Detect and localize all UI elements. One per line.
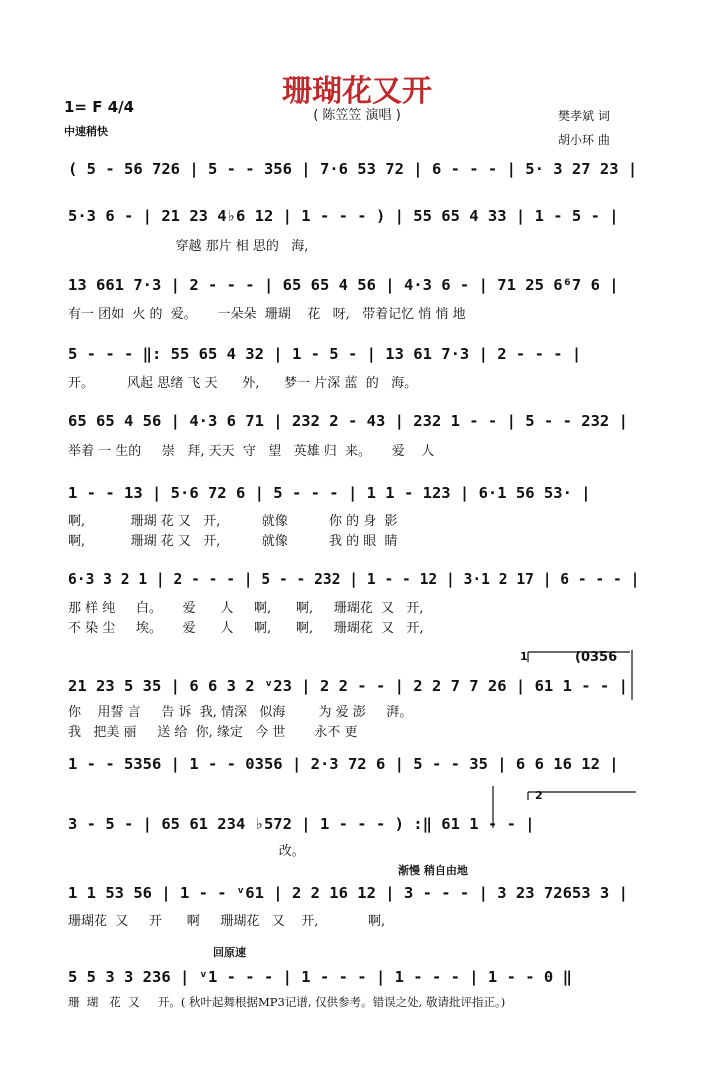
lyric-line-7b: 不 染 尘 埃。 爱 人 啊, 啊, 珊瑚花 又 开, — [68, 621, 424, 636]
song-title: 珊瑚花又开 — [282, 74, 432, 109]
lyric-line-8b: 我 把美 丽 送 给 你, 缘定 今 世 永不 更 — [68, 725, 358, 740]
lyric-line-2a: 穿越 那片 相 思的 海, — [68, 239, 309, 254]
notation-line-10: 3 - 5 - | 65 61 234 ♭572 | 1 - - - ) :‖ 61 1 - - | — [68, 815, 535, 833]
notation-line-7: 6·3 3 2 1 | 2 - - - | 5 - - 232 | 1 - - 12 | 3·1 2 17 | 6 - - - | — [68, 570, 640, 588]
lyric-line-12a: 珊 瑚 花 又 开。( 秋叶起舞根据MP3记谱, 仅供参考。错误之处, 敬请批评指正。) — [68, 995, 506, 1009]
lyric-line-8a: 你 用誓 言 告 诉 我, 情深 似海 为 爱 澎 湃。 — [68, 705, 413, 720]
notation-line-4: 5 - - - ‖: 55 65 4 32 | 1 - 5 - | 13 61 7·3 | 2 - - - | — [68, 345, 582, 363]
lyric-line-6b: 啊, 珊瑚 花 又 开, 就像 我 的 眼 睛 — [68, 534, 398, 549]
lyric-line-11a: 珊瑚花 又 开 啊 珊瑚花 又 开, 啊, — [68, 914, 386, 929]
notation-line-6: 1 - - 13 | 5·6 72 6 | 5 - - - | 1 1 - 123 | 6·1 56 53· | — [68, 484, 591, 502]
volta-2-bracket — [528, 792, 636, 800]
singer-credit: ( 陈笠笠 演唱 ) — [313, 108, 401, 123]
notation-line-11: 1 1 53 56 | 1 - - ᵛ61 | 2 2 16 12 | 3 - - - | 3 23 72653 3 | — [68, 884, 628, 902]
lyric-line-7a: 那 样 纯 白。 爱 人 啊, 啊, 珊瑚花 又 开, — [68, 601, 424, 616]
notation-line-3: 13 661 7·3 | 2 - - - | 65 65 4 56 | 4·3 6 - | 71 25 6⁶7 6 | — [68, 276, 619, 294]
volta-1-bracket — [528, 652, 630, 662]
lyric-line-5a: 举着 一 生的 崇 拜, 天天 守 望 英雄 归 来。 爱 人 — [68, 444, 435, 459]
notation-line-8: 21 23 5 35 | 6 6 3 2 ᵛ23 | 2 2 - - | 2 2 7 7 26 | 61 1 - - | — [68, 677, 628, 695]
lyricist-credit: 樊孝斌 词 — [558, 109, 610, 123]
lyric-line-6a: 啊, 珊瑚 花 又 开, 就像 你 的 身 影 — [68, 514, 398, 529]
lyric-line-10a: 改。 — [68, 844, 305, 859]
tempo-marking: 中速稍快 — [64, 125, 108, 138]
key-signature: 1= F 4/4 — [64, 98, 135, 116]
volta-1-notes: (0356 — [575, 650, 618, 665]
notation-line-12: 5 5 3 3 236 | ᵛ1 - - - | 1 - - - | 1 - - - | 1 - - 0 ‖ — [68, 968, 572, 986]
notation-line-9: 1 - - 5356 | 1 - - 0356 | 2·3 72 6 | 5 - - 35 | 6 6 16 12 | — [68, 755, 619, 773]
notation-line-2: 5·3 6 - | 21 23 4♭6 12 | 1 - - - ) | 55 65 4 33 | 1 - 5 - | — [68, 207, 619, 225]
lyric-line-4a: 开。 风起 思绪 飞 天 外, 梦一 片深 蓝 的 海。 — [68, 376, 418, 391]
notation-line-5: 65 65 4 56 | 4·3 6 71 | 232 2 - 43 | 232 1 - - | 5 - - 232 | — [68, 412, 628, 430]
notation-line-1: ( 5 - 56 726 | 5 - - 356 | 7·6 53 72 | 6 - - - | 5· 3 27 23 | — [68, 160, 638, 178]
ritardando-marking: 渐慢 稍自由地 — [398, 864, 468, 877]
a-tempo-marking: 回原速 — [213, 946, 246, 959]
volta-1-label: 1 — [520, 650, 528, 663]
lyric-line-3a: 有一 团如 火 的 爱。 一朵朵 珊瑚 花 呀, 带着记忆 悄 悄 地 — [68, 307, 466, 322]
volta-2-label: 2 — [535, 789, 543, 802]
composer-credit: 胡小环 曲 — [558, 133, 610, 147]
